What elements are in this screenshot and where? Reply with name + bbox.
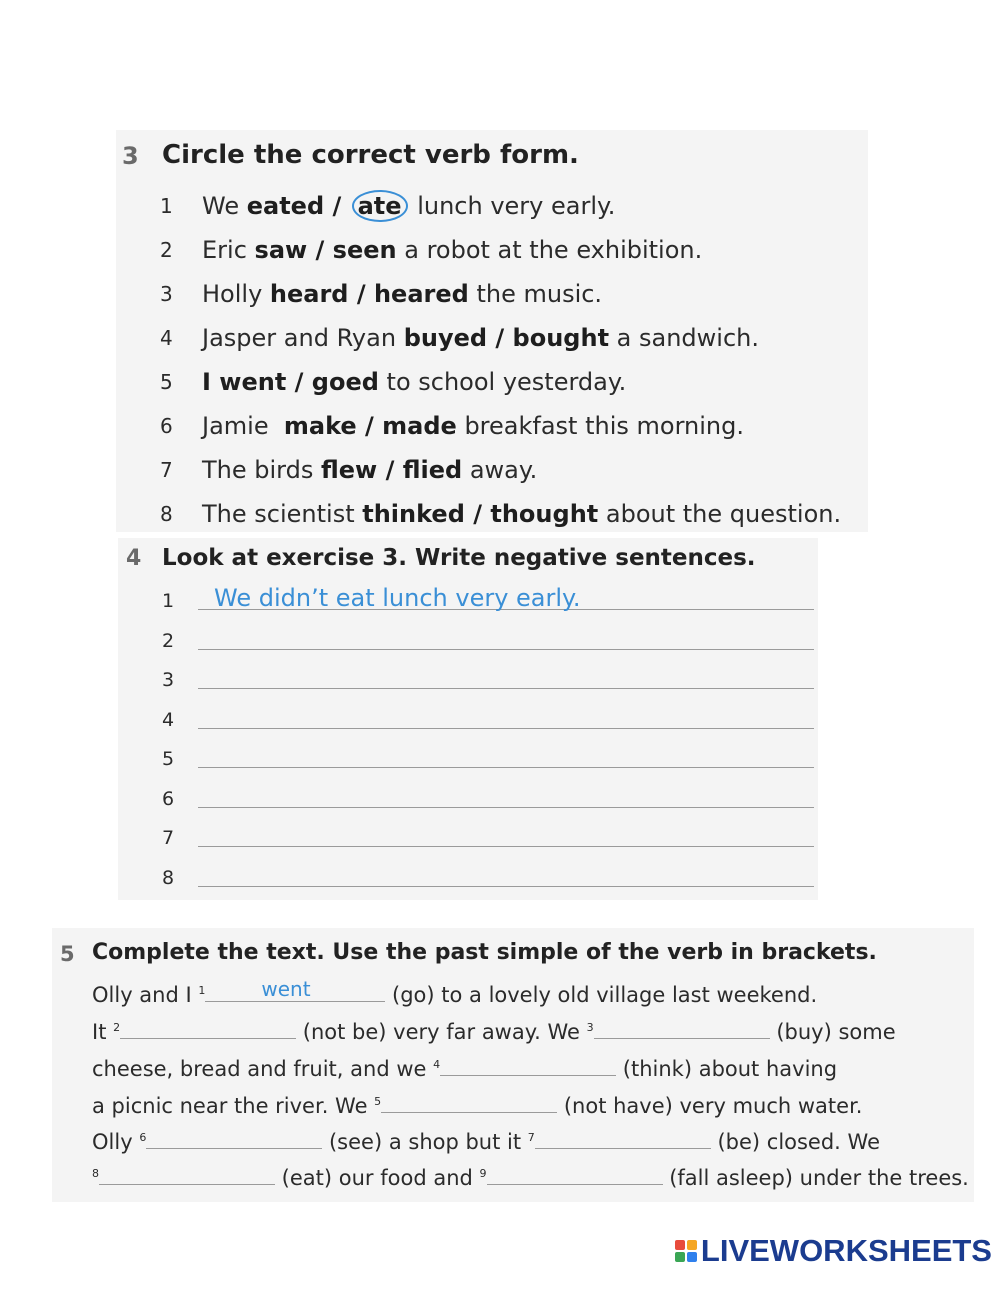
verb-option-1[interactable]: flew (320, 456, 378, 484)
exercise-3-item (160, 188, 615, 224)
answer-line[interactable] (160, 740, 820, 776)
answer-blank-2[interactable] (120, 1020, 296, 1039)
logo-square (687, 1252, 697, 1262)
answer-blank-7[interactable] (535, 1130, 711, 1149)
exercise-5-line-3: cheese, bread and fruit, and we $^4$ (think) about having (92, 1057, 838, 1081)
option-separator: / (324, 192, 350, 220)
exercise-5-line-4: a picnic near the river. We $^5$ (not have) very much water. (92, 1094, 863, 1118)
exercise-5-line-1: Olly and I $^1$ went (go) to a lovely old village last weekend. (92, 977, 818, 1007)
logo-squares-icon (675, 1240, 697, 1262)
blank-number-4: 4 (433, 1058, 441, 1071)
answer-rule (198, 767, 814, 768)
item-number: 8 (160, 502, 173, 526)
blank-number-5: 5 (374, 1095, 382, 1108)
sentence-start: The scientist (202, 500, 363, 528)
line-number: 7 (162, 827, 175, 849)
option-separator: / (464, 500, 491, 528)
answer-line[interactable] (160, 622, 820, 658)
blank-number-7: 7 (527, 1131, 535, 1144)
exercise-3-item (160, 276, 602, 312)
verb-option-1[interactable]: thinked (362, 500, 465, 528)
answer-line[interactable] (160, 582, 820, 618)
option-separator: / (356, 412, 383, 440)
exercise-3-item (160, 496, 841, 532)
line-number: 2 (162, 629, 175, 652)
exercise-4-number: 4 (126, 546, 142, 571)
verb-option-2[interactable]: bought (512, 324, 610, 352)
line-number: 1 (162, 590, 175, 612)
answer-blank-4[interactable] (440, 1057, 616, 1076)
blank-number-3: 3 (586, 1021, 594, 1034)
verb-option-2[interactable]: heared (373, 280, 469, 308)
verb-option-1[interactable]: I went (202, 368, 287, 396)
item-number: 7 (160, 458, 173, 482)
exercise-5-line-6: $^8$ (eat) our food and $^9$ (fall asleep) under the trees. (92, 1166, 969, 1190)
sentence-end: about the question. (598, 500, 842, 528)
item-number: 1 (160, 194, 173, 218)
exercise-3-item (160, 408, 744, 444)
exercise-5-title: Complete the text. Use the past simple of the verb in brackets. (92, 940, 877, 965)
verb-option-2[interactable]: flied (402, 456, 463, 484)
sentence-end: a sandwich. (609, 324, 759, 352)
exercise-3-item (160, 320, 759, 356)
line-number: 5 (162, 748, 175, 770)
exercise-5-line-2: It $^2$ (not be) very far away. We $^3$ (buy) some (92, 1020, 896, 1044)
sentence-end: lunch very early. (409, 192, 616, 220)
verb-option-1[interactable]: buyed (403, 324, 488, 352)
verb-option-1[interactable]: saw (254, 236, 308, 264)
sentence-end: breakfast this morning. (456, 412, 744, 440)
blank-number-6: 6 (139, 1131, 147, 1144)
sentence-start: Jasper and Ryan (202, 324, 404, 352)
answer-blank-1[interactable] (205, 977, 385, 1002)
exercise-3-item (160, 364, 626, 400)
verb-option-1[interactable]: make (283, 412, 357, 440)
sentence-start: Holly (202, 280, 270, 308)
verb-option-2[interactable]: goed (311, 368, 379, 396)
answer-line[interactable] (160, 701, 820, 737)
verb-option-2[interactable]: thought (490, 500, 599, 528)
answer-line[interactable] (160, 661, 820, 697)
blank-number-8: 8 (92, 1167, 99, 1180)
logo-square (675, 1252, 685, 1262)
blank-number-9: 9 (479, 1167, 487, 1180)
written-answer: We didn’t eat lunch very early. (214, 584, 581, 612)
sentence-end: away. (462, 456, 538, 484)
answer-blank-9[interactable] (487, 1166, 663, 1185)
logo-text: LIVEWORKSHEETS (700, 1233, 992, 1268)
liveworksheets-logo (675, 1233, 992, 1269)
blank-number-2: 2 (113, 1021, 121, 1034)
sentence-end: the music. (468, 280, 603, 308)
line-number: 3 (162, 669, 175, 691)
sentence-start: We (202, 192, 247, 220)
sentence-start: Jamie (202, 412, 284, 440)
answer-rule (198, 886, 814, 887)
answer-blank-8[interactable] (99, 1166, 275, 1185)
answer-rule (198, 728, 814, 729)
exercise-3-item (160, 232, 702, 268)
item-number: 6 (160, 414, 173, 438)
answer-rule (198, 807, 814, 808)
item-number: 2 (160, 238, 173, 262)
line-number: 8 (162, 866, 175, 889)
verb-option-2[interactable]: ate (352, 190, 408, 222)
line-number: 6 (162, 787, 175, 810)
logo-square (687, 1240, 697, 1250)
exercise-3-number: 3 (122, 142, 139, 170)
item-number: 5 (160, 370, 173, 394)
answer-line[interactable] (160, 819, 820, 855)
verb-option-1[interactable]: heard (269, 280, 349, 308)
verb-option-2[interactable]: made (382, 412, 457, 440)
exercise-3-item (160, 452, 537, 488)
sentence-start: Eric (202, 236, 255, 264)
answer-rule (198, 688, 814, 689)
answer-rule (198, 846, 814, 847)
exercise-4-title: Look at exercise 3. Write negative sentences. (162, 545, 756, 571)
item-number: 3 (160, 282, 173, 306)
answer-blank-5[interactable] (381, 1094, 557, 1113)
answer-line[interactable] (160, 780, 820, 816)
verb-option-2[interactable]: seen (332, 236, 397, 264)
answer-rule (198, 649, 814, 650)
option-separator: / (377, 456, 403, 484)
line-number: 4 (162, 708, 175, 731)
sentence-end: a robot at the exhibition. (396, 236, 703, 264)
sentence-end: to school yesterday. (378, 368, 627, 396)
sentence-start: The birds (202, 456, 321, 484)
answer-blank-6[interactable] (146, 1130, 322, 1149)
option-separator: / (487, 324, 513, 352)
answer-blank-3[interactable] (594, 1020, 770, 1039)
item-number: 4 (160, 326, 173, 350)
verb-option-1[interactable]: eated (246, 192, 325, 220)
answer-line[interactable] (160, 859, 820, 895)
option-separator: / (348, 280, 374, 308)
option-separator: / (307, 236, 333, 264)
answer-1-text: went (261, 977, 311, 1001)
exercise-3-title: Circle the correct verb form. (162, 140, 579, 170)
option-separator: / (286, 368, 312, 396)
exercise-5-number: 5 (60, 942, 75, 966)
blank-number-1: 1 (198, 984, 206, 997)
exercise-5-line-5: Olly $^6$ (see) a shop but it $^7$ (be) closed. We (92, 1130, 880, 1154)
logo-square (675, 1240, 685, 1250)
